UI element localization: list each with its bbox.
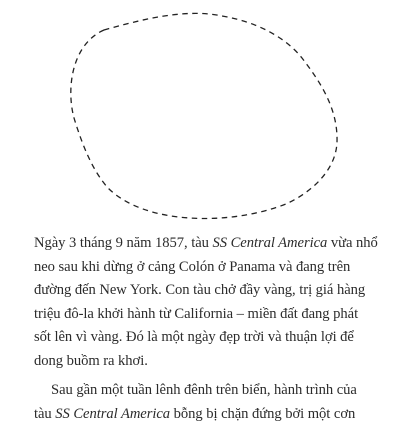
ship-name-2: SS Central America <box>55 406 171 423</box>
paragraph1-line1: Ngày 3 tháng 9 năm 1857, tàu SS Central America vừa nhổ <box>34 235 378 251</box>
paragraph1-line3: đường đến New York. Con tàu chở đầy vàng, trị giá hàng <box>34 282 366 299</box>
ship-name: SS Central America <box>212 235 328 251</box>
body-text <box>34 232 386 423</box>
paragraph2-line2-partial: tàu SS Central America bỗng bị chặn đứng bởi một cơn <box>34 406 356 423</box>
paragraph1-line4: triệu đô-la khởi hành từ California – miền đất đang phát <box>34 305 359 322</box>
paragraph1-line6: dong buồm ra khơi. <box>34 352 148 369</box>
paragraph1-line2: neo sau khi dừng ở cảng Colón ở Panama và đang trên <box>34 258 351 275</box>
paragraph1-line5: sốt lên vì vàng. Đó là một ngày đẹp trời và thuận lợi để <box>34 329 354 346</box>
paragraph2-line1: Sau gần một tuần lênh đênh trên biển, hành trình của <box>51 381 357 398</box>
